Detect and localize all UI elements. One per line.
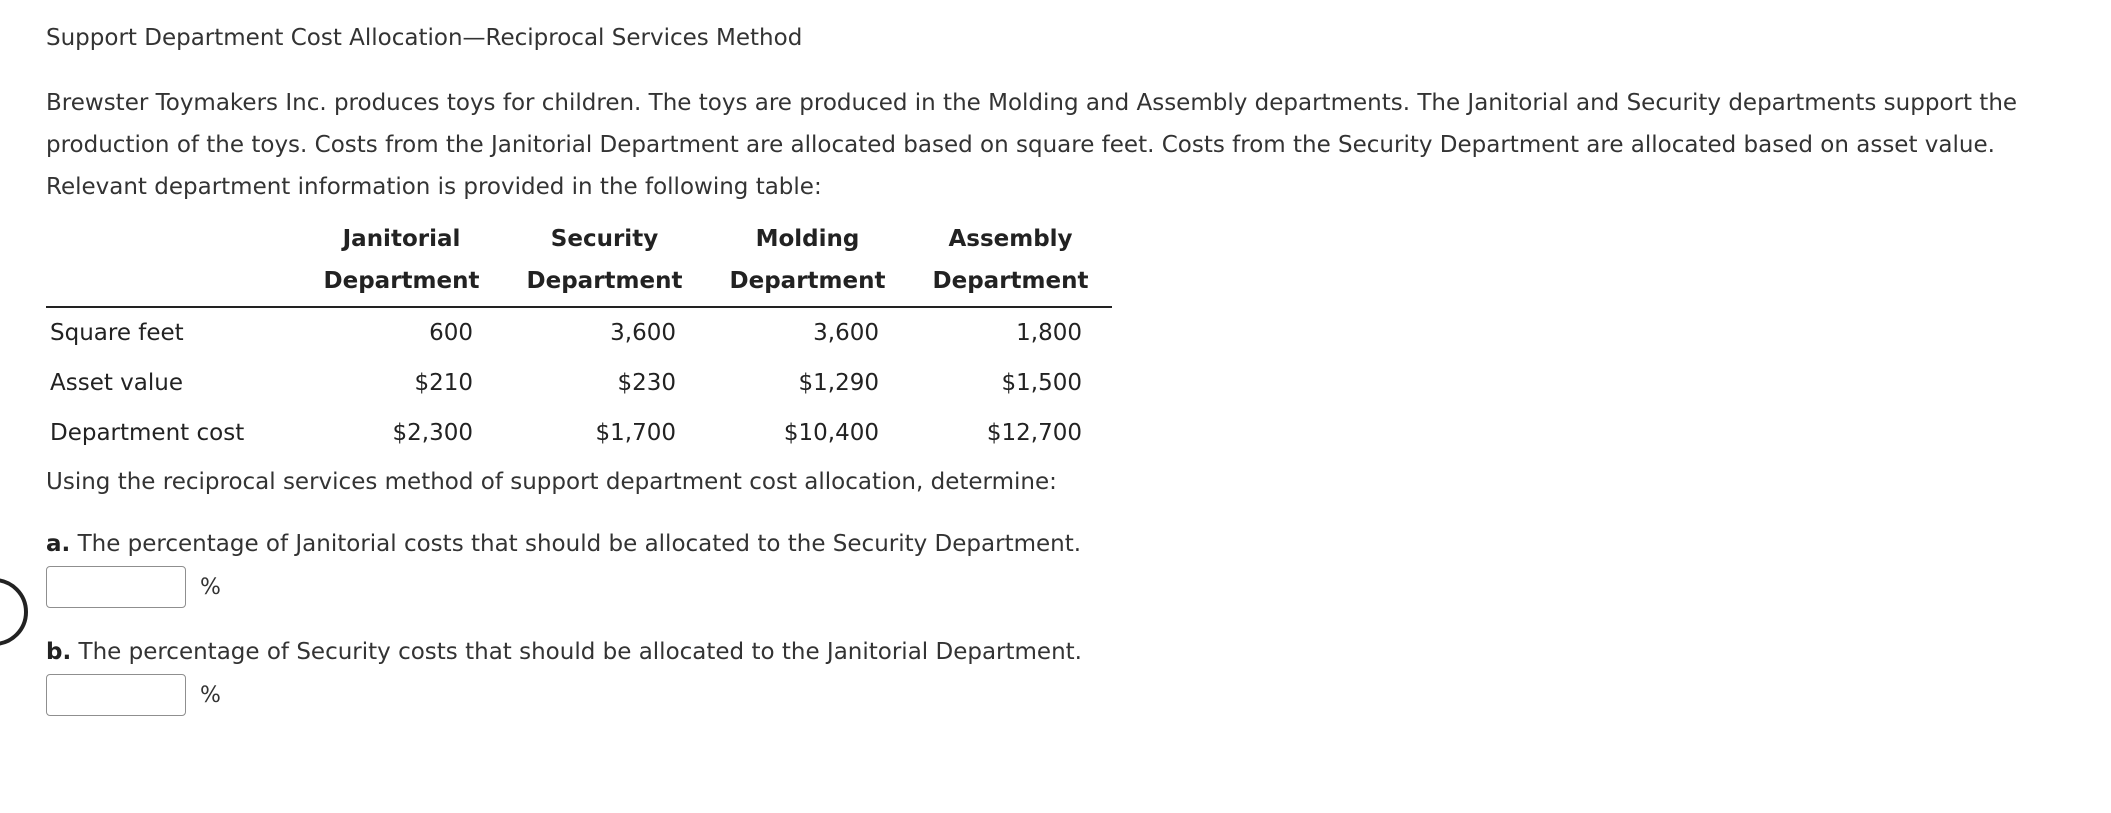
problem-title: Support Department Cost Allocation—Reciprocal Services Method bbox=[46, 25, 803, 51]
table-cell: $2,300 bbox=[392, 420, 473, 446]
question-b-text bbox=[46, 634, 2096, 670]
table-header-row bbox=[46, 218, 1112, 260]
question-b bbox=[46, 634, 2096, 716]
question-a-prompt: The percentage of Janitorial costs that should be allocated to the Security Department. bbox=[77, 531, 1082, 557]
answer-a-row bbox=[46, 566, 2096, 608]
table-cell: 3,600 bbox=[813, 320, 879, 346]
problem-intro: Brewster Toymakers Inc. produces toys for children. The toys are produced in the Molding and Assembly departments. The Janitorial and Security departments support the production of the toys. Costs from the Janitorial Department are allocated based on square feet. Costs from the Security Department are allocated based on asset value. Relevant department information is provided in the following table: bbox=[46, 90, 2018, 200]
answer-b-input[interactable] bbox=[46, 674, 186, 716]
instruction-text: Using the reciprocal services method of support department cost allocation, determine: bbox=[46, 469, 1057, 495]
cursor-ring-icon bbox=[0, 578, 28, 646]
header-janitorial: Janitorial bbox=[342, 226, 461, 252]
table-cell: $10,400 bbox=[783, 420, 879, 446]
header-janitorial-dept: Department bbox=[300, 260, 503, 307]
question-b-letter: b. bbox=[46, 639, 72, 665]
table-cell: $230 bbox=[617, 370, 676, 396]
header-assembly: Assembly bbox=[948, 226, 1073, 252]
table-cell: 600 bbox=[429, 320, 473, 346]
table-row bbox=[46, 307, 1112, 358]
row-label: Square feet bbox=[50, 320, 184, 346]
table-cell: 1,800 bbox=[1016, 320, 1082, 346]
answer-b-row bbox=[46, 674, 2096, 716]
problem-content bbox=[46, 20, 2096, 716]
table-header-row bbox=[46, 260, 1112, 307]
question-a bbox=[46, 526, 2096, 608]
header-empty bbox=[46, 218, 300, 260]
table-cell: 3,600 bbox=[610, 320, 676, 346]
table-cell: $12,700 bbox=[986, 420, 1082, 446]
header-molding-dept: Department bbox=[706, 260, 909, 307]
row-label: Asset value bbox=[50, 370, 184, 396]
header-security-dept: Department bbox=[503, 260, 706, 307]
table-row bbox=[46, 408, 1112, 458]
header-molding: Molding bbox=[755, 226, 860, 252]
table-cell: $1,500 bbox=[1001, 370, 1082, 396]
department-table bbox=[46, 218, 1112, 458]
row-label: Department cost bbox=[50, 420, 245, 446]
table-row bbox=[46, 358, 1112, 408]
table-cell: $210 bbox=[414, 370, 473, 396]
percent-unit: % bbox=[200, 682, 221, 708]
answer-a-input[interactable] bbox=[46, 566, 186, 608]
question-a-text bbox=[46, 526, 2096, 562]
question-b-prompt: The percentage of Security costs that should be allocated to the Janitorial Department. bbox=[78, 639, 1082, 665]
header-assembly-dept: Department bbox=[909, 260, 1112, 307]
table-cell: $1,290 bbox=[798, 370, 879, 396]
question-a-letter: a. bbox=[46, 531, 71, 557]
table-cell: $1,700 bbox=[595, 420, 676, 446]
header-security: Security bbox=[550, 226, 659, 252]
header-empty bbox=[46, 260, 300, 307]
percent-unit: % bbox=[200, 574, 221, 600]
